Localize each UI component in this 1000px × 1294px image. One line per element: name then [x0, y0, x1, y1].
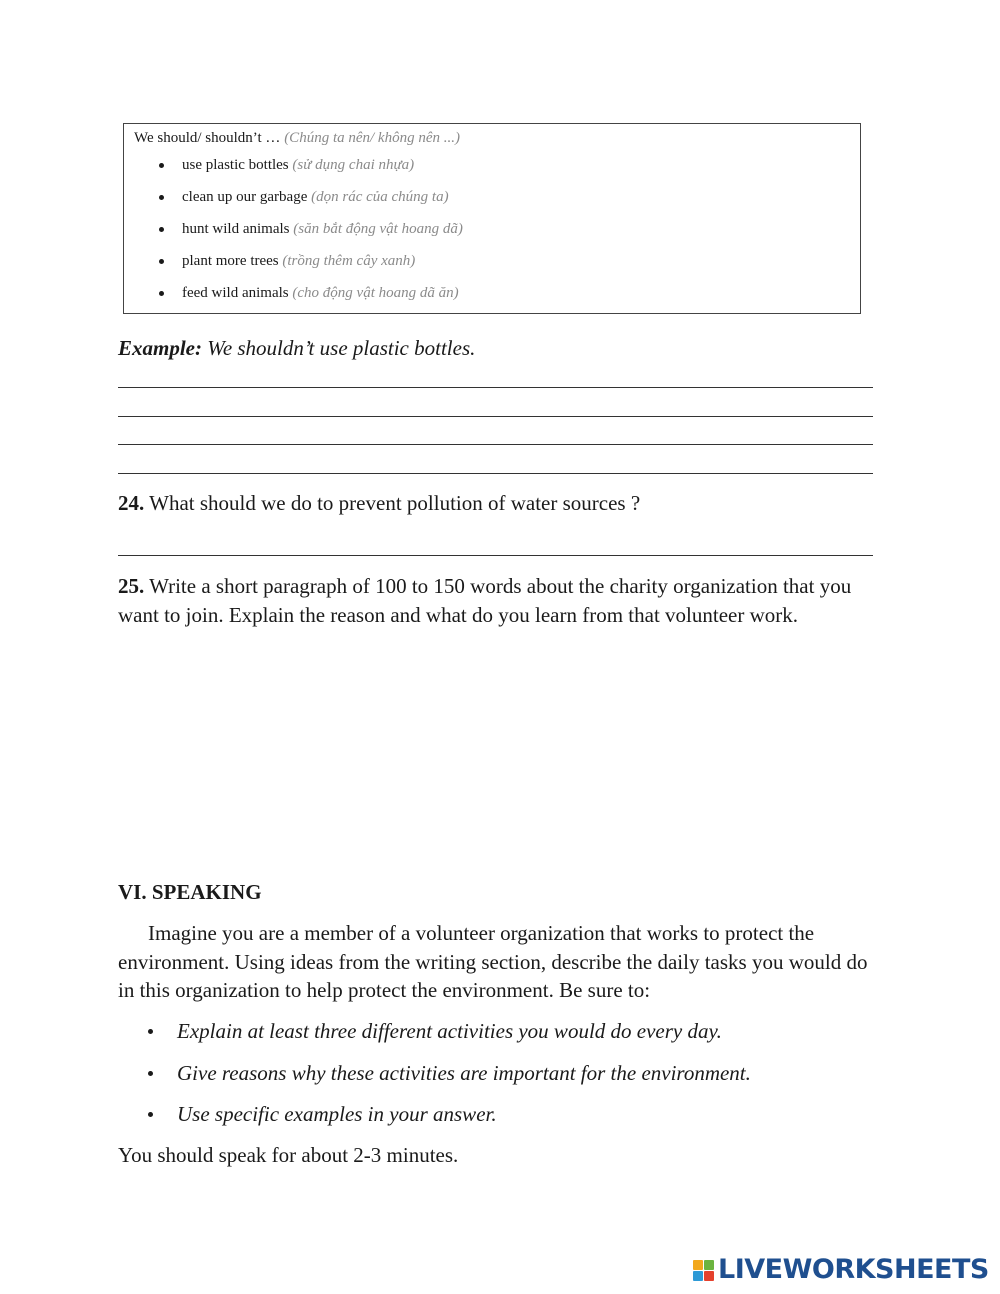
vocabulary-heading-vi: (Chúng ta nên/ không nên ...) [284, 130, 460, 146]
vocabulary-heading [134, 127, 850, 149]
vocabulary-item-vi: (săn bắt động vật hoang dã) [293, 221, 463, 237]
vocabulary-item-en: clean up our garbage [182, 189, 308, 205]
vocabulary-item-en: feed wild animals [182, 285, 289, 301]
speaking-task: Give reasons why these activities are important for the environment. [118, 1059, 751, 1101]
vocabulary-item-vi: (cho động vật hoang dã ăn) [292, 285, 459, 301]
vocabulary-list [134, 154, 850, 314]
answer-line[interactable] [118, 387, 873, 388]
question-text: What should we do to prevent pollution of water sources ? [149, 491, 641, 515]
speaking-instructions: Imagine you are a member of a volunteer organization that works to protect the environment. Using ideas from the writing section, describe the daily tasks you would do in this organization to help protect the environment. Be sure to: [118, 921, 868, 1002]
answer-line[interactable] [118, 416, 873, 417]
logo-tile [693, 1260, 703, 1270]
answer-line[interactable] [118, 473, 873, 474]
vocabulary-item-en: plant more trees [182, 253, 279, 269]
question-text: Write a short paragraph of 100 to 150 words about the charity organization that you want to join. Explain the reason and what do you learn from that volunteer work. [118, 574, 852, 627]
question-25 [118, 572, 888, 629]
speaking-closing: You should speak for about 2-3 minutes. [118, 1143, 459, 1167]
vocabulary-item-en: hunt wild animals [182, 221, 290, 237]
logo-tile [704, 1271, 714, 1281]
vocabulary-item [134, 186, 850, 218]
example-sentence [118, 334, 475, 362]
logo-tile [704, 1260, 714, 1270]
vocabulary-item [134, 282, 850, 314]
answer-line[interactable] [118, 444, 873, 445]
vocabulary-item-vi: (dọn rác của chúng ta) [311, 189, 449, 205]
speaking-task: Use specific examples in your answer. [118, 1100, 751, 1142]
example-text: We shouldn’t use plastic bottles. [207, 336, 476, 360]
logo-tile [693, 1271, 703, 1281]
speaking-task-list [118, 1017, 751, 1142]
section-title-speaking: VI. SPEAKING [118, 880, 262, 904]
logo-tiles-icon [693, 1260, 714, 1281]
question-number: 24. [118, 491, 145, 515]
speaking-task: Explain at least three different activities you would do every day. [118, 1017, 751, 1059]
liveworksheets-logo [693, 1255, 989, 1285]
vocabulary-item-vi: (sử dụng chai nhựa) [292, 157, 415, 173]
vocabulary-item-en: use plastic bottles [182, 157, 289, 173]
vocabulary-item [134, 250, 850, 282]
logo-text: LIVEWORKSHEETS [718, 1254, 989, 1285]
question-number: 25. [118, 574, 145, 598]
vocabulary-item-vi: (trồng thêm cây xanh) [282, 253, 416, 269]
question-24 [118, 489, 888, 518]
vocabulary-box [123, 123, 861, 314]
answer-line-q24[interactable] [118, 555, 873, 556]
vocabulary-heading-en: We should/ shouldn’t … [134, 130, 281, 146]
vocabulary-item [134, 154, 850, 186]
example-label: Example: [118, 336, 202, 360]
vocabulary-item [134, 218, 850, 250]
